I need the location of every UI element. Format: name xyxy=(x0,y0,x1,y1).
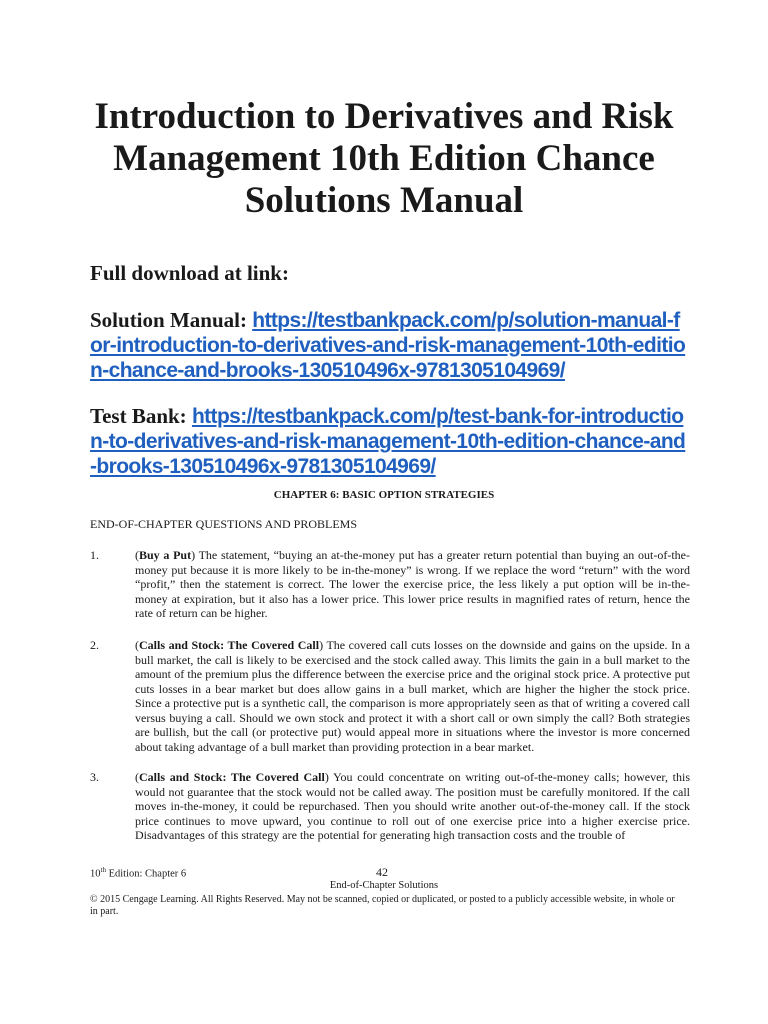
question-title: Calls and Stock: The Covered Call xyxy=(139,770,325,784)
question-text: (Calls and Stock: The Covered Call) The covered call cuts losses on the downside and gains on the upside. In a bull market, the call is likely to be exercised and the stock called away. This limits the gain in a bull market to the amount of the premium plus the difference between the exercise price and the original stock price. A protective put cuts losses in a bear market but does allow gains in a bull market, which are higher the higher the stock price. Since a protective put is a synthetic call, the comparison is more appropriately seen as that of writing a covered call versus buying a call. Should we own stock and protect it with a short call or own simply the call? Both strategies are bullish, but the call (or protective put) would appeal more in situations where the investor is more concerned about taking advantage of a bull market than providing protection in a bear market. xyxy=(135,638,690,754)
edition-suffix: th xyxy=(100,866,106,874)
solution-manual-label: Solution Manual: xyxy=(90,308,247,332)
question-body: You could concentrate on writing out-of-the-money calls; however, this would not guarantee that the stock would not be called away. The position must be carefully monitored. If the call moves in-the-money, it could be repurchased. Then you should write another out-of-the-money call. If the stock price continues to move upward, you continue to roll out of one exercise price into a higher exercise price. Disadvantages of this strategy are the potential for generating high transaction costs and the trouble of xyxy=(135,770,690,842)
section-heading: END-OF-CHAPTER QUESTIONS AND PROBLEMS xyxy=(90,517,358,531)
test-bank-link[interactable]: https://testbankpack.com/p/test-bank-for-introduction-to-derivatives-and-risk-management-10th-edition-chance-and-brooks-130510496x-9781305104969/ xyxy=(90,405,686,478)
question-text: (Calls and Stock: The Covered Call) You could concentrate on writing out-of-the-money calls; however, this would not guarantee that the stock would not be called away. The position must be carefully monitored. If the call moves in-the-money, it could be repurchased. Then you should write another out-of-the-money call. If the stock price continues to move upward, you continue to roll out of one exercise price into a higher exercise price. Disadvantages of this strategy are the potential for generating high transaction costs and the trouble of xyxy=(135,770,690,842)
download-label: Full download at link: xyxy=(90,261,289,285)
copyright-notice: © 2015 Cengage Learning. All Rights Reserved. May not be scanned, copied or duplicated, or posted to a publicly accessible website, in whole or in part. xyxy=(90,894,675,917)
question-body: The statement, “buying an at-the-money put has a greater return potential than buying an out-of-the-money put because it is more likely to be in-the-money” is wrong. If we replace the word “return” with the word “profit,” then the statement is correct. The lower the exercise price, the less likely a put option will be in-the-money at expiration, but it also has a lower price. This lower price results in magnified rates of return, hence the rate of return can be higher. xyxy=(135,548,690,620)
test-bank-block xyxy=(90,404,690,479)
question-number: 2. xyxy=(90,638,99,652)
question-number: 1. xyxy=(90,548,99,562)
solution-manual-link[interactable]: https://testbankpack.com/p/solution-manual-for-introduction-to-derivatives-and-risk-management-10th-edition-chance-and-brooks-130510496x-9781305104969/ xyxy=(90,309,686,382)
footer-section-title: End-of-Chapter Solutions xyxy=(329,880,439,891)
page-number: 42 xyxy=(376,865,388,879)
solution-manual-block xyxy=(90,308,690,383)
chapter-heading: CHAPTER 6: BASIC OPTION STRATEGIES xyxy=(273,489,495,501)
question-number: 3. xyxy=(90,770,99,784)
question-item xyxy=(90,638,690,754)
edition-number: 10 xyxy=(90,868,101,880)
question-item xyxy=(90,770,690,843)
question-body: The covered call cuts losses on the downside and gains on the upside. In a bull market, the call is likely to be exercised and the stock called away. This limits the gain in a bull market to the amount of the premium plus the difference between the exercise price and the original stock price. A protective put cuts losses in a bear market but does allow gains in a bull market, which are higher the higher the stock price. Since a protective put is a synthetic call, the comparison is more appropriately seen as that of writing a covered call versus buying a call. Should we own stock and protect it with a short call or own simply the call? Both strategies are bullish, but the call (or protective put) would appeal more in situations where the investor is more concerned about taking advantage of a bull market than providing protection in a bear market. xyxy=(135,638,690,754)
question-title: Calls and Stock: The Covered Call xyxy=(139,638,320,652)
edition-chapter: Edition: Chapter 6 xyxy=(105,868,187,880)
question-item xyxy=(90,548,690,621)
page-title: Introduction to Derivatives and Risk Management 10th Edition Chance Solutions Manual xyxy=(94,96,674,221)
footer-edition xyxy=(90,866,186,880)
test-bank-label: Test Bank: xyxy=(90,404,187,428)
question-text: (Buy a Put) The statement, “buying an at-the-money put has a greater return potential than buying an out-of-the-money put because it is more likely to be in-the-money” is wrong. If we replace the word “return” with the word “profit,” then the statement is correct. The lower the exercise price, the less likely a put option will be in-the-money at expiration, but it also has a lower price. This lower price results in magnified rates of return, hence the rate of return can be higher. xyxy=(135,548,690,620)
question-title: Buy a Put xyxy=(139,548,192,562)
